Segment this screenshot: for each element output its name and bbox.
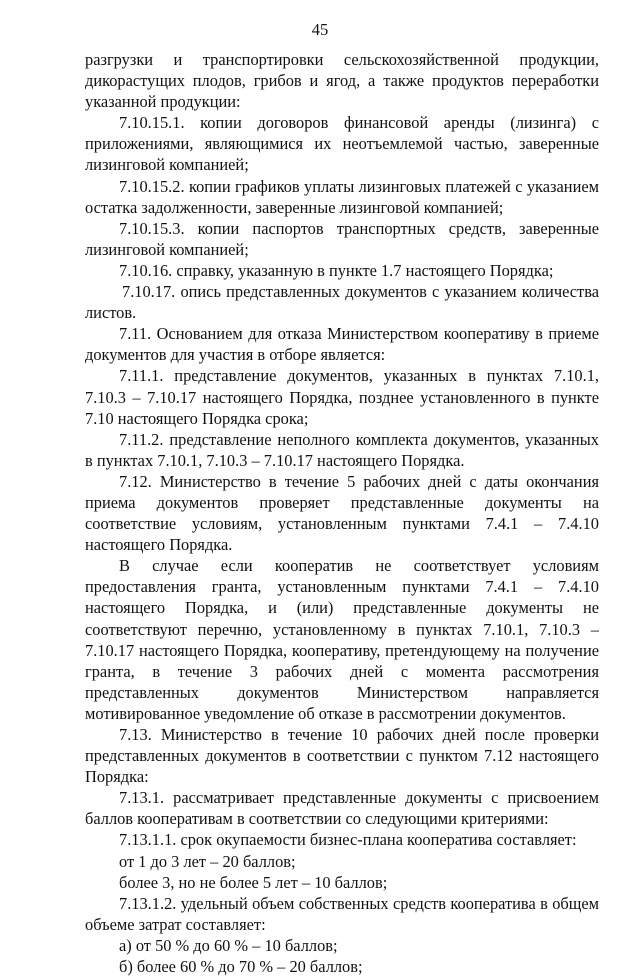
paragraph-7-10-15-1: 7.10.15.1. копии договоров финансовой аренды (лизинга) с приложениями, являющимися их неотъемлемой частью, заверенные лизинговой компанией; — [85, 113, 599, 175]
list-item-own-funds-b: б) более 60 % до 70 % – 20 баллов; — [119, 957, 363, 977]
paragraph-7-11-2: 7.11.2. представление неполного комплекта документов, указанных в пунктах 7.10.1, 7.10.3 – 7.10.17 настоящего Порядка. — [85, 429, 599, 470]
paragraph-7-10-17: 7.10.17. опись представленных документов с указанием количества листов. — [85, 282, 599, 323]
document-body — [85, 49, 599, 977]
paragraph-7-13-1-2: 7.13.1.2. удельный объем собственных средств кооператива в общем объеме затрат составляет: — [85, 893, 599, 934]
paragraph-refusal-case: В случае если кооператив не соответствует условиям предоставления гранта, установленным пунктами 7.4.1 – 7.4.10 настоящего Порядка, и (или) представленные документы не соответствуют перечню, установленному в пунктах 7.10.1, 7.10.3 – 7.10.17 настоящего Порядка, кооперативу, претендующему на получение гранта, в течение 3 рабочих дней с момента рассмотрения представленных документов Министерством направляется мотивированное уведомление об отказе в рассмотрении документов. — [85, 556, 599, 723]
paragraph-7-10-16: 7.10.16. справку, указанную в пункте 1.7 настоящего Порядка; — [119, 260, 554, 280]
paragraph-7-11: 7.11. Основанием для отказа Министерством кооперативу в приеме документов для участия в отборе является: — [85, 324, 599, 365]
paragraph-7-10-15-2: 7.10.15.2. копии графиков уплаты лизинговых платежей с указанием остатка задолженности, заверенные лизинговой компанией; — [85, 176, 599, 217]
list-item-payback-3-5: более 3, но не более 5 лет – 10 баллов; — [119, 872, 388, 892]
paragraph-continuation: разгрузки и транспортировки сельскохозяйственной продукции, дикорастущих плодов, грибов и ягод, а также продуктов переработки указанной продукции: — [85, 50, 599, 112]
paragraph-7-12: 7.12. Министерство в течение 5 рабочих дней с даты окончания приема документов проверяет представленные документы на соответствие условиям, установленным пунктами 7.4.1 – 7.4.10 настоящего Порядка. — [85, 471, 599, 555]
paragraph-7-10-15-3: 7.10.15.3. копии паспортов транспортных средств, заверенные лизинговой компанией; — [85, 218, 599, 259]
paragraph-7-13-1-1: 7.13.1.1. срок окупаемости бизнес-плана кооператива составляет: — [119, 830, 577, 850]
list-item-payback-1-3: от 1 до 3 лет – 20 баллов; — [119, 851, 296, 871]
paragraph-7-11-1: 7.11.1. представление документов, указанных в пунктах 7.10.1, 7.10.3 – 7.10.17 настоящего Порядка, позднее установленного в пункте 7.10 настоящего Порядка срока; — [85, 366, 599, 428]
paragraph-7-13-1: 7.13.1. рассматривает представленные документы с присвоением баллов кооперативам в соответствии со следующими критериями: — [85, 788, 599, 829]
paragraph-7-13: 7.13. Министерство в течение 10 рабочих дней после проверки представленных документов в соответствии с пунктом 7.12 настоящего Порядка: — [85, 725, 599, 787]
list-item-own-funds-a: а) от 50 % до 60 % – 10 баллов; — [119, 935, 338, 955]
page-number: 45 — [311, 20, 329, 39]
